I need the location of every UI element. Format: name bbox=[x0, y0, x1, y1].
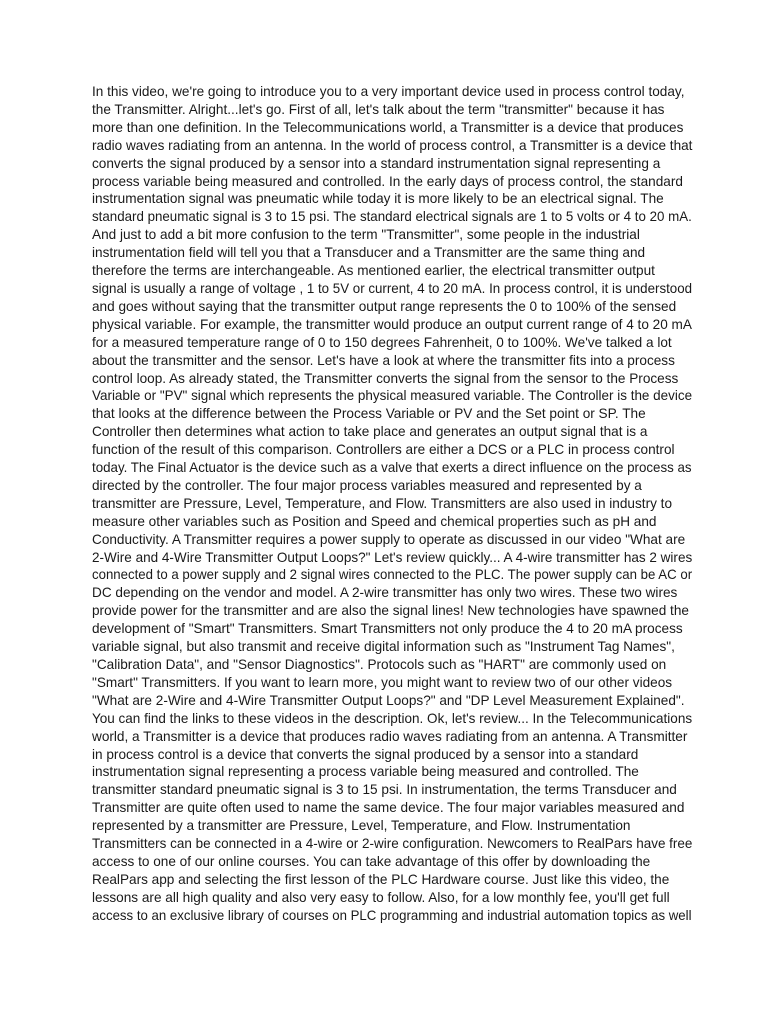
text-line: signal is usually a range of voltage , 1 to 5V or current, 4 to 20 mA. In process control, it is understood bbox=[92, 280, 693, 296]
text-line: process variable being measured and controlled. In the early days of process control, the standard bbox=[92, 173, 683, 189]
text-line: transmitter are Pressure, Level, Temperature, and Flow. Transmitters are also used in industry to bbox=[92, 495, 673, 511]
text-line: standard pneumatic signal is 3 to 15 psi. The standard electrical signals are 1 to 5 volts or 4 to 20 mA. bbox=[92, 209, 692, 225]
text-line: converts the signal produced by a sensor into a standard instrumentation signal representing a bbox=[92, 155, 661, 171]
text-line: Transmitter are quite often used to name the same device. The four major variables measured and bbox=[92, 800, 685, 816]
text-line: DC depending on the vendor and model. A 2-wire transmitter has only two wires. These two wires bbox=[92, 585, 678, 601]
text-line: more than one definition. In the Telecommunications world, a Transmitter is a device that produces bbox=[92, 119, 684, 135]
text-line: "What are 2-Wire and 4-Wire Transmitter Output Loops?" and "DP Level Measurement Explained". bbox=[92, 692, 685, 708]
transcript-paragraph bbox=[92, 83, 692, 925]
text-line: radio waves radiating from an antenna. In the world of process control, a Transmitter is a device that bbox=[92, 137, 693, 153]
text-line: provide power for the transmitter and are also the signal lines! New technologies have spawned the bbox=[92, 603, 689, 619]
text-line: Transmitters can be connected in a 4-wire or 2-wire configuration. Newcomers to RealPars have free bbox=[92, 836, 693, 852]
text-line: that looks at the difference between the Process Variable or PV and the Set point or SP. The bbox=[92, 406, 646, 422]
text-line: world, a Transmitter is a device that produces radio waves radiating from an antenna. A Transmitter bbox=[92, 728, 688, 744]
text-line: RealPars app and selecting the first lesson of the PLC Hardware course. Just like this video, the bbox=[92, 871, 670, 887]
text-line: lessons are all high quality and also very easy to follow. Also, for a low monthly fee, you'll get full bbox=[92, 889, 670, 905]
text-line: Conductivity. A Transmitter requires a power supply to operate as discussed in our video "What are bbox=[92, 531, 686, 547]
text-line: about the transmitter and the sensor. Let's have a look at where the transmitter fits into a process bbox=[92, 352, 675, 368]
text-line: Variable or "PV" signal which represents the physical measured variable. The Controller is the device bbox=[92, 388, 693, 404]
text-line: physical variable. For example, the transmitter would produce an output current range of 4 to 20 mA bbox=[92, 316, 692, 332]
text-line: directed by the controller. The four major process variables measured and represented by a bbox=[92, 477, 642, 493]
text-line: variable signal, but also transmit and receive digital information such as "Instrument Tag Names", bbox=[92, 639, 675, 655]
text-line: And just to add a bit more confusion to the term "Transmitter", some people in the industrial bbox=[92, 227, 640, 243]
text-line: function of the result of this comparison. Controllers are either a DCS or a PLC in process control bbox=[92, 442, 675, 458]
text-line: Controller then determines what action to take place and generates an output signal that is a bbox=[92, 424, 648, 440]
text-line: and goes without saying that the transmitter output range represents the 0 to 100% of the sensed bbox=[92, 298, 677, 314]
text-line: instrumentation field will tell you that a Transducer and a Transmitter are the same thing and bbox=[92, 245, 646, 261]
text-line: "Smart" Transmitters. If you want to learn more, you might want to review two of our other videos bbox=[92, 674, 673, 690]
text-line: the Transmitter. Alright...let's go. First of all, let's talk about the term "transmitter" because it has bbox=[92, 101, 665, 117]
text-line: connected to a power supply and 2 signal wires connected to the PLC. The power supply can be AC or bbox=[92, 567, 693, 583]
text-line: measure other variables such as Position and Speed and chemical properties such as pH and bbox=[92, 513, 657, 529]
text-line: represented by a transmitter are Pressure, Level, Temperature, and Flow. Instrumentation bbox=[92, 818, 631, 834]
text-line: You can find the links to these videos in the description. Ok, let's review... In the Telecommunications bbox=[92, 710, 693, 726]
text-line: development of "Smart" Transmitters. Smart Transmitters not only produce the 4 to 20 mA process bbox=[92, 621, 683, 637]
text-line: instrumentation signal was pneumatic while today it is more likely to be an electrical signal. The bbox=[92, 191, 664, 207]
text-line: transmitter standard pneumatic signal is 3 to 15 psi. In instrumentation, the terms Transducer and bbox=[92, 782, 677, 798]
text-line: control loop. As already stated, the Transmitter converts the signal from the sensor to the Process bbox=[92, 370, 679, 386]
text-line: 2-Wire and 4-Wire Transmitter Output Loops?" Let's review quickly... A 4-wire transmitter has 2 wires bbox=[92, 549, 693, 565]
text-line: in process control is a device that converts the signal produced by a sensor into a standard bbox=[92, 746, 639, 762]
text-line: access to one of our online courses. You can take advantage of this offer by downloading the bbox=[92, 853, 651, 869]
text-line: therefore the terms are interchangeable. As mentioned earlier, the electrical transmitter output bbox=[92, 263, 655, 279]
text-line: "Calibration Data", and "Sensor Diagnostics". Protocols such as "HART" are commonly used on bbox=[92, 657, 667, 672]
text-line: access to an exclusive library of courses on PLC programming and industrial automation topics as well bbox=[92, 907, 692, 923]
text-line: for a measured temperature range of 0 to 150 degrees Fahrenheit, 0 to 100%. We've talked a lot bbox=[92, 334, 672, 350]
text-line: today. The Final Actuator is the device such as a valve that exerts a direct influence on the process as bbox=[92, 460, 692, 476]
text-line: In this video, we're going to introduce you to a very important device used in process control today, bbox=[92, 84, 685, 99]
text-line: instrumentation signal representing a process variable being measured and controlled. The bbox=[92, 764, 639, 780]
